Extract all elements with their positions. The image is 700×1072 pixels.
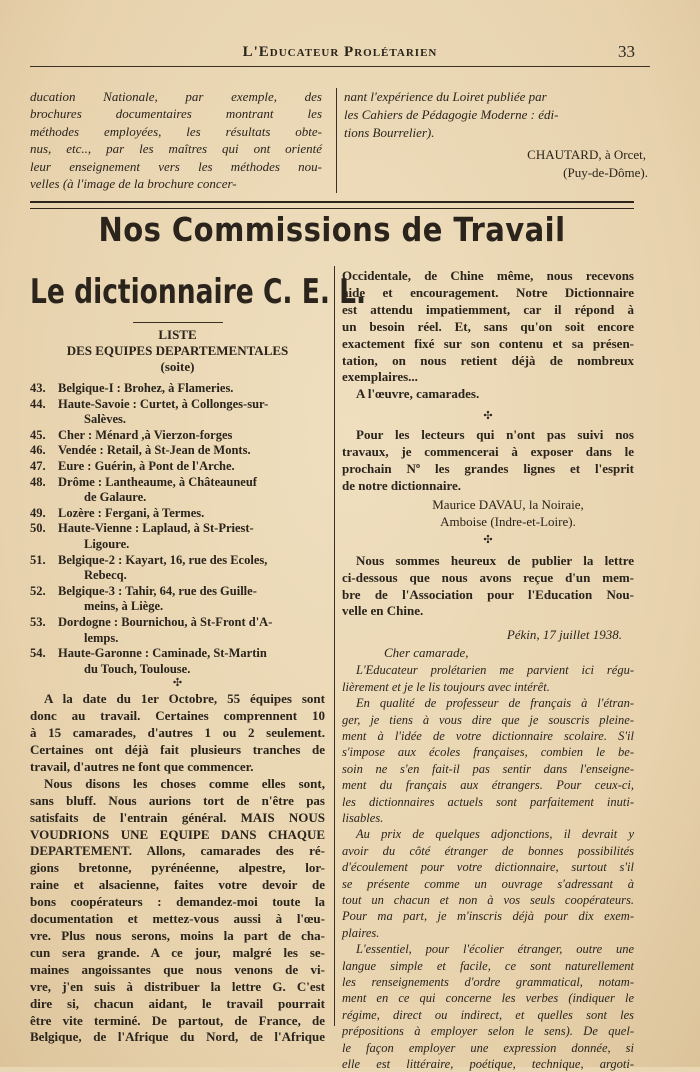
text-line: tions Bourrelier). — [344, 125, 435, 140]
team-number: 44. — [30, 396, 46, 411]
column-divider — [334, 266, 335, 1026]
team-line: Belgique-2 : Kayart, 16, rue des Ecoles, — [58, 552, 268, 567]
team-entry — [30, 397, 325, 428]
team-text — [58, 428, 325, 444]
ornament: ✣ — [483, 533, 493, 546]
team-line: Drôme : Lantheaume, à Châteauneuf — [58, 474, 257, 489]
text-line: Nous disons les choses comme elles sont, — [44, 775, 325, 791]
davau-signature-line2: Amboise (Indre-et-Loire). — [440, 513, 576, 529]
team-line-continued: meins, à Liège. — [84, 599, 164, 614]
text-line: Belgique, de l'Afrique du Nord, de l'Afrique — [30, 1029, 325, 1045]
text-line: DEPARTEMENT. Allons, camarades des ré- — [30, 843, 325, 859]
team-number: 43. — [30, 381, 46, 395]
text-line: maines angoissantes que nous venons de vi- — [30, 961, 325, 977]
team-list — [30, 381, 325, 677]
page-number: 33 — [618, 42, 635, 61]
team-line: Haute-Savoie : Curtet, à Collonges-sur- — [58, 396, 269, 411]
team-text — [58, 475, 325, 506]
text-line: Pour ma part, je m'inscris déjà pour dix exem- — [342, 909, 634, 924]
text-line: s'impose aux écoles françaises, combien le be- — [342, 745, 634, 760]
text-line: les dictionnaires actuels sont parfaitement inuti- — [342, 794, 634, 809]
text-line: donc au travail. Certaines comprennent 10 — [30, 708, 325, 724]
article-right-column — [342, 268, 634, 1072]
team-number: 45. — [30, 427, 46, 442]
team-entry — [30, 646, 325, 677]
header-rule — [30, 66, 650, 67]
text-line: prochain Nº les grandes lignes et l'esprit — [342, 461, 634, 477]
team-number: 48. — [30, 474, 46, 489]
text-line: régime, direct ou indirect, et quelles sont les — [342, 1007, 634, 1022]
journal-title: L'Educateur Prolétarien — [242, 44, 438, 60]
team-line: Belgique-I : Brohez, à Flameries. — [58, 381, 234, 395]
text-line: A la date du 1er Octobre, 55 équipes sont — [44, 691, 325, 707]
section-heading: Nos Commissions de Travail — [98, 210, 566, 249]
text-line: d'écoulement pour votre dictionnaire, surtout s'il — [342, 860, 634, 875]
team-line: Vendée : Retail, à St-Jean de Monts. — [58, 443, 251, 458]
list-heading-line3: (soite) — [160, 359, 195, 374]
team-text — [58, 459, 325, 475]
letter-paragraph-3 — [342, 826, 634, 941]
text-line: ment à l'idée de votre dictionnaire scolaire. S'il — [342, 728, 634, 743]
left-paragraph-1 — [30, 691, 325, 776]
previous-article-end — [30, 88, 650, 198]
right-paragraph-3 — [342, 553, 634, 621]
text-line: est attendu impatiemment, car il répond à — [342, 301, 634, 317]
team-entry — [30, 506, 325, 522]
team-entry — [30, 553, 325, 584]
text-line: satisfaits de l'entrain général. MAIS NOUS — [30, 809, 325, 825]
team-entry — [30, 459, 325, 475]
letter-paragraph-2 — [342, 695, 634, 826]
team-text — [58, 646, 325, 677]
team-line-continued: de Galaure. — [84, 490, 147, 505]
column-divider — [336, 88, 337, 193]
team-line: Haute-Garonne : Caminade, St-Martin — [58, 646, 267, 661]
text-line: les Cahiers de Pédagogie Moderne : édi- — [344, 107, 559, 122]
text-line: documentation et mettez-vous aussi à l'œu- — [30, 911, 325, 927]
text-line: Au prix de quelques adjonctions, il devrait y — [356, 827, 634, 842]
list-heading-line1: LISTE — [158, 327, 197, 342]
team-number: 47. — [30, 458, 46, 473]
text-line: le façon employer une expression donnée, si — [342, 1040, 634, 1055]
article-title: Le dictionnaire C. E. L. — [30, 272, 367, 312]
letter-date: Pékin, 17 juillet 1938. — [506, 627, 622, 643]
ornament: ✣ — [483, 410, 493, 423]
text-line: un besoin réel. Et, sans qu'on soit encore — [342, 318, 634, 334]
text-line: velle en Chine. — [342, 603, 424, 619]
text-line: les renseignements d'ordre grammatical, notam- — [342, 975, 634, 990]
list-heading-line2: DES EQUIPES DEPARTEMENTALES — [66, 343, 289, 358]
team-entry — [30, 521, 325, 552]
team-line: Lozère : Fergani, à Termes. — [58, 505, 205, 520]
text-line: avoir du côté étranger de bonnes possibilités — [342, 843, 634, 858]
text-line: dire si, chacun aidant, le travail pourrait — [30, 995, 325, 1011]
text-line: plaires. — [342, 925, 380, 940]
author-signature: CHAUTARD, à Orcet, — [527, 147, 646, 162]
text-line: raine et alsacienne, faites votre devoir de — [30, 877, 325, 893]
text-line: lièrement et je le lis toujours avec intérêt. — [342, 679, 550, 694]
previous-article-text — [344, 88, 650, 142]
right-paragraph-2 — [342, 427, 634, 495]
letter-paragraph-4 — [342, 941, 634, 1072]
title-rule — [133, 322, 223, 323]
text-line: En qualité de professeur de français à l'étran- — [356, 696, 634, 711]
text-line: ment du français aux étrangers. Pour ceux-ci, — [342, 778, 634, 793]
text-line: soin ne s'en fait-il pas sentir dans l'enseigne- — [342, 761, 634, 776]
text-line: sans bluff. Nous aurions tort de n'être pas — [30, 792, 325, 808]
text-line: ducation Nationale, par exemple, des — [30, 89, 322, 104]
team-text — [58, 584, 325, 615]
team-entry — [30, 428, 325, 444]
text-line: lisables. — [342, 810, 384, 825]
text-line: exemplaires... — [342, 369, 418, 385]
text-line: leur enseignement vers les méthodes nou- — [30, 158, 322, 174]
team-number: 50. — [30, 521, 46, 536]
team-text — [58, 506, 325, 522]
text-line: Pour les lecteurs qui n'ont pas suivi nos — [356, 427, 634, 443]
running-header — [30, 38, 650, 68]
team-number: 49. — [30, 505, 46, 520]
left-paragraph-2 — [30, 776, 325, 1047]
team-number: 54. — [30, 646, 46, 661]
team-number: 51. — [30, 552, 46, 567]
text-line: bre de l'Association pour l'Education Nou- — [342, 586, 634, 602]
text-line: prépositions à employer selon le sens). De quel- — [342, 1024, 634, 1039]
text-line: L'essentiel, pour l'écolier étranger, outre une — [356, 942, 634, 957]
team-line: Dordogne : Bournichou, à St-Front d'A- — [58, 614, 273, 629]
team-line-continued: Salèves. — [84, 412, 127, 427]
text-line: L'Educateur prolétarien me parvient ici régu- — [356, 663, 634, 678]
team-number: 53. — [30, 614, 46, 629]
list-heading — [30, 327, 325, 375]
ornament: ✣ — [172, 677, 183, 690]
text-line: travail, d'autres ne font que commencer. — [30, 758, 254, 774]
team-text — [58, 615, 325, 646]
text-line: tation, on nous retient déjà de nombreux — [342, 352, 634, 368]
text-line: Certaines ont déjà fait plusieurs tranches de — [30, 742, 325, 757]
team-entry — [30, 475, 325, 506]
team-number: 52. — [30, 583, 46, 598]
team-text — [58, 521, 325, 552]
team-entry — [30, 615, 325, 646]
text-line: être vite terminé. De partout, de France, de — [30, 1012, 325, 1028]
team-entry — [30, 584, 325, 615]
text-line: tout un chacun et non à vos seuls coopérateurs. — [342, 893, 634, 907]
text-line: Nous sommes heureux de publier la lettre — [356, 552, 634, 568]
text-line: cun sera grande. A ce jour, malgré les se- — [30, 944, 325, 960]
text-line: aide et encouragement. Notre Dictionnaire — [342, 284, 634, 300]
letter-paragraph-1 — [342, 662, 634, 695]
text-line: vre, j'en suis à distribuer la lettre G. C'est — [30, 978, 325, 994]
text-line: bons coopérateurs : demandez-moi toute la — [30, 894, 325, 910]
right-paragraph-1 — [342, 268, 634, 386]
previous-article-right-column — [344, 88, 650, 182]
text-line: ger, je tiens à vous dire que je souscris pleine- — [342, 712, 634, 727]
section-double-rule — [30, 201, 634, 209]
team-line: Eure : Guérin, à Pont de l'Arche. — [58, 458, 235, 473]
text-line: velles (à l'image de la brochure concer- — [30, 176, 237, 192]
text-line: vre. Plus nous serons, moins la part de cha- — [30, 927, 325, 943]
team-line-continued: du Touch, Toulouse. — [84, 661, 191, 676]
team-text — [58, 381, 325, 397]
team-text — [58, 443, 325, 459]
team-line-continued: lemps. — [84, 630, 119, 645]
team-text — [58, 553, 325, 584]
team-line-continued: Rebecq. — [84, 568, 127, 583]
text-line: se présente comme un ouvrage s'adressant à — [342, 876, 634, 891]
text-line: brochures documentaires montrant les — [30, 106, 322, 122]
text-line: nant l'expérience du Loiret publiée par — [344, 89, 547, 104]
text-line: à 15 camarades, d'autres 1 ou 2 seulement. — [30, 725, 325, 741]
author-location: (Puy-de-Dôme). — [563, 165, 648, 180]
text-line: ci-dessous que nous avons reçue d'un mem- — [342, 569, 634, 585]
team-entry — [30, 381, 325, 397]
team-line: Belgique-3 : Tahir, 64, rue des Guille- — [58, 583, 257, 598]
text-line: elle est littéraire, poétique, technique, argoti- — [342, 1057, 634, 1072]
davau-signature-line1: Maurice DAVAU, la Noiraie, — [432, 496, 584, 512]
text-line: de notre dictionnaire. — [342, 477, 462, 493]
text-line: méthodes employées, les résultats obte- — [30, 123, 322, 139]
text-line: travaux, je commencerai à exposer dans le — [342, 444, 634, 460]
text-line: Occidentale, de Chine même, nous recevons — [342, 268, 634, 283]
team-entry — [30, 443, 325, 459]
text-line: langue simple et facile, ce sont naturellement — [342, 958, 634, 973]
text-line: gions bretonne, pyrénéenne, alpestre, lor- — [30, 860, 325, 876]
text-line: VOUDRIONS UNE EQUIPE DANS CHAQUE — [30, 826, 325, 842]
previous-article-left-column — [30, 88, 322, 192]
team-number: 46. — [30, 443, 46, 458]
team-text — [58, 397, 325, 428]
text-line: ment en ce qui concerne les verbes (indiquer le — [342, 991, 634, 1006]
team-line: Haute-Vienne : Laplaud, à St-Priest- — [58, 521, 254, 536]
text-line: exactement fixé sur son contenu et sa présen- — [342, 335, 634, 351]
team-line-continued: Ligoure. — [84, 536, 130, 551]
right-paragraph-1b: A l'œuvre, camarades. — [356, 386, 480, 402]
letter-salutation: Cher camarade, — [384, 645, 469, 661]
text-line: nus, etc.., par les maîtres qui ont orienté — [30, 141, 322, 157]
team-line: Cher : Ménard ,à Vierzon-forges — [58, 427, 233, 442]
